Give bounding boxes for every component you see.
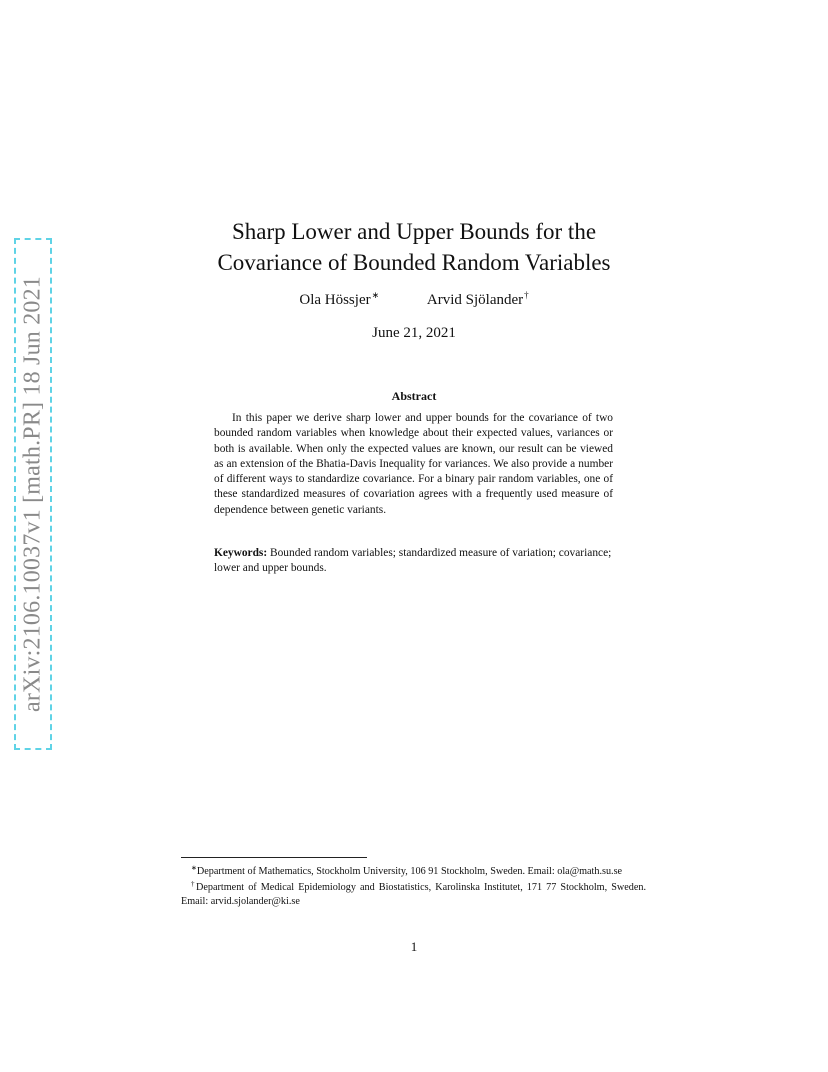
footnote-mark: † xyxy=(191,880,197,889)
footnote-1 xyxy=(181,862,646,878)
publication-date: June 21, 2021 xyxy=(372,325,456,341)
paper-title xyxy=(160,216,668,278)
footnote-mark: ∗ xyxy=(191,864,197,872)
footnote-text: Department of Medical Epidemiology and Biostatistics, Karolinska Institutet, 171 77 Stockholm, Sweden. Email: arvid.sjolander@ki.se xyxy=(181,882,647,907)
author-name: Arvid Sjölander xyxy=(426,292,524,308)
footnote-2 xyxy=(181,878,646,908)
author-2 xyxy=(427,290,529,309)
author-1 xyxy=(299,290,379,309)
title-line-2: Covariance of Bounded Random Variables xyxy=(217,250,611,275)
abstract-heading: Abstract xyxy=(391,389,437,403)
keywords xyxy=(214,546,624,577)
page-number: 1 xyxy=(410,939,418,954)
arxiv-stamp xyxy=(14,238,52,750)
footnote-divider xyxy=(181,857,367,858)
arxiv-identifier: arXiv:2106.10037v1 [math.PR] 18 Jun 2021 xyxy=(19,276,46,712)
footnote-text: Department of Mathematics, Stockholm University, 106 91 Stockholm, Sweden. Email: ola@math.su.se xyxy=(196,866,623,877)
author-footnote-mark: † xyxy=(524,290,529,300)
abstract-text: In this paper we derive sharp lower and upper bounds for the covariance of two bounded random variables when knowledge about their expected values, variances or both is available. When only the expected values are known, our result can be viewed as an extension of the Bhatia-Davis Inequality for variances. We also provide a number of different ways to standardize covariance. For a binary pair random variables, one of these standardized measures of covariation agrees with a frequently used measure of dependence between genetic variants. xyxy=(214,412,613,516)
author-list xyxy=(160,290,668,309)
keywords-text: Bounded random variables; standardized measure of variation; covariance; lower and upper bounds. xyxy=(214,547,612,575)
footnotes xyxy=(181,862,646,908)
author-name: Ola Hössjer xyxy=(299,292,371,308)
author-footnote-mark: ∗ xyxy=(371,290,380,300)
keywords-label: Keywords: xyxy=(214,547,268,559)
title-line-1: Sharp Lower and Upper Bounds for the xyxy=(231,219,597,244)
